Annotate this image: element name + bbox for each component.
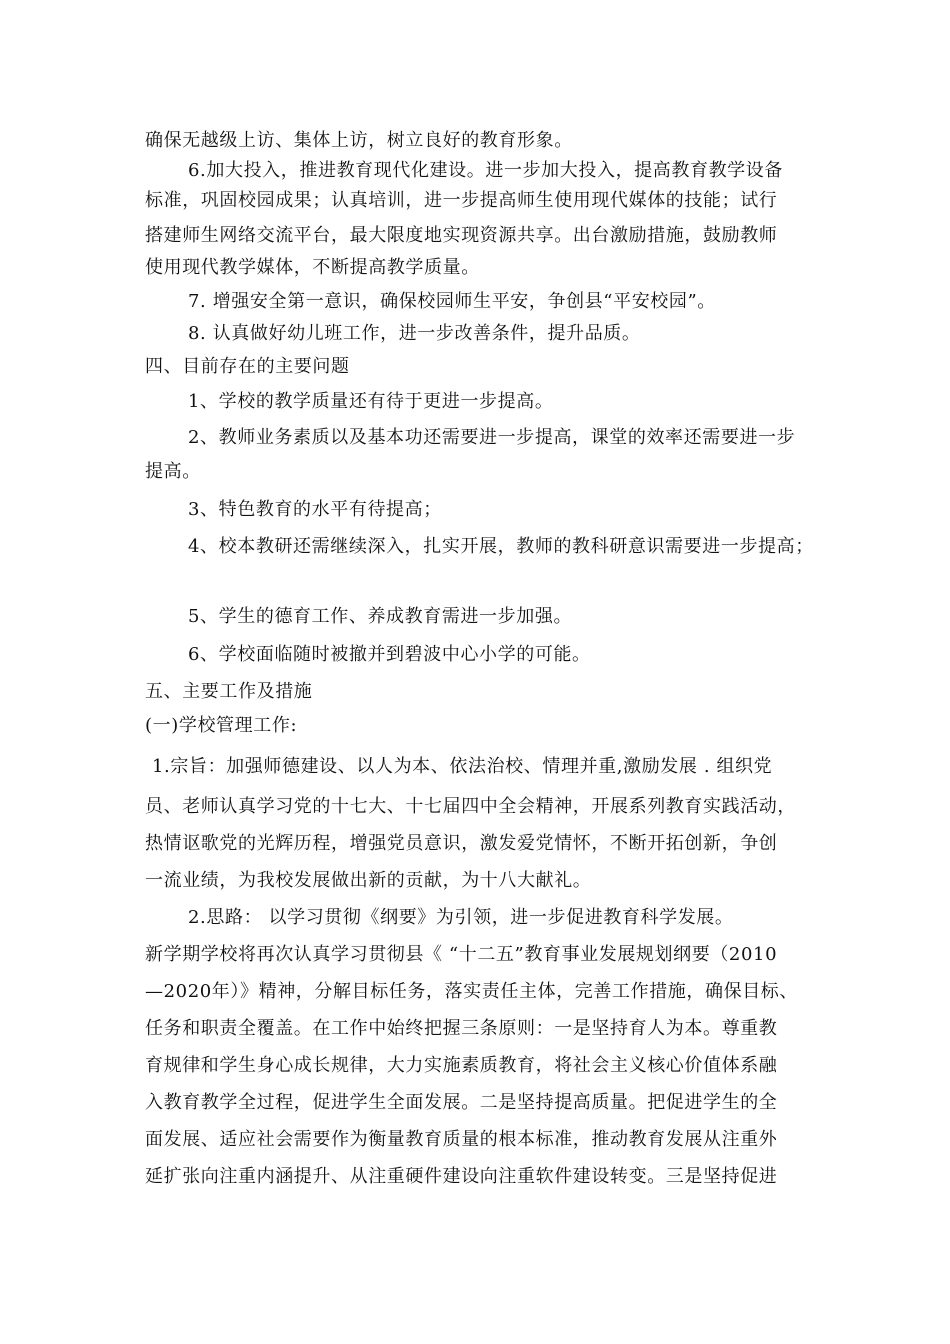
text-line: 6.加大投入，推进教育现代化建设。进一步加大投入，提高教育教学设备 (188, 160, 783, 181)
text-line: 7. 增强安全第一意识，确保校园师生平安，争创县“平安校园”。 (188, 291, 716, 312)
text-line: 3、特色教育的水平有待提高； (188, 499, 442, 520)
text-line: 使用现代教学媒体，不断提高教学质量。 (145, 257, 480, 278)
text-line: 提高。 (145, 461, 201, 482)
section-heading: 五、主要工作及措施 (145, 681, 313, 702)
text-line: 新学期学校将再次认真学习贯彻县《 “十二五”教育事业发展规划纲要（2010 (145, 944, 778, 965)
text-line: 2、教师业务素质以及基本功还需要进一步提高，课堂的效率还需要进一步 (188, 427, 796, 448)
text-line: 育规律和学生身心成长规律，大力实施素质教育，将社会主义核心价值体系融 (145, 1055, 778, 1076)
text-line: 延扩张向注重内涵提升、从注重硬件建设向注重软件建设转变。三是坚持促进 (145, 1166, 778, 1187)
text-line: 4、校本教研还需继续深入，扎实开展，教师的教科研意识需要进一步提高； (188, 536, 814, 557)
text-line: 热情讴歌党的光辉历程，增强党员意识，激发爱党情怀，不断开拓创新，争创 (145, 833, 778, 854)
text-line: 员、老师认真学习党的十七大、十七届四中全会精神，开展系列教育实践活动， (145, 796, 796, 817)
text-line: 6、学校面临随时被撤并到碧波中心小学的可能。 (188, 644, 591, 665)
text-line: 面发展、适应社会需要作为衡量教育质量的根本标准，推动教育发展从注重外 (145, 1129, 778, 1150)
section-heading: 四、目前存在的主要问题 (145, 356, 350, 377)
text-line: 确保无越级上访、集体上访，树立良好的教育形象。 (145, 130, 573, 151)
text-line: 入教育教学全过程，促进学生全面发展。二是坚持提高质量。把促进学生的全 (145, 1092, 778, 1113)
text-line: 1.宗旨：加强师德建设、以人为本、依法治校、情理并重,激励发展 . 组织党 (152, 756, 773, 777)
text-line: 一流业绩，为我校发展做出新的贡献，为十八大献礼。 (145, 870, 592, 891)
text-line: 标准，巩固校园成果；认真培训，进一步提高师生使用现代媒体的技能；试行 (145, 190, 778, 211)
text-line: 8. 认真做好幼儿班工作，进一步改善条件，提升品质。 (188, 323, 641, 344)
text-line: 任务和职责全覆盖。在工作中始终把握三条原则：一是坚持育人为本。尊重教 (145, 1018, 778, 1039)
text-line: 搭建师生网络交流平台，最大限度地实现资源共享。出台激励措施，鼓励教师 (145, 225, 778, 246)
text-line: 1、学校的教学质量还有待于更进一步提高。 (188, 391, 554, 412)
subsection-heading: (一)学校管理工作: (145, 715, 298, 736)
text-line: —2020年）》精神，分解目标任务，落实责任主体，完善工作措施，确保目标、 (145, 981, 799, 1002)
text-line: 5、学生的德育工作、养成教育需进一步加强。 (188, 606, 573, 627)
text-line: 2.思路： 以学习贯彻《纲要》为引领，进一步促进教育科学发展。 (188, 907, 734, 928)
